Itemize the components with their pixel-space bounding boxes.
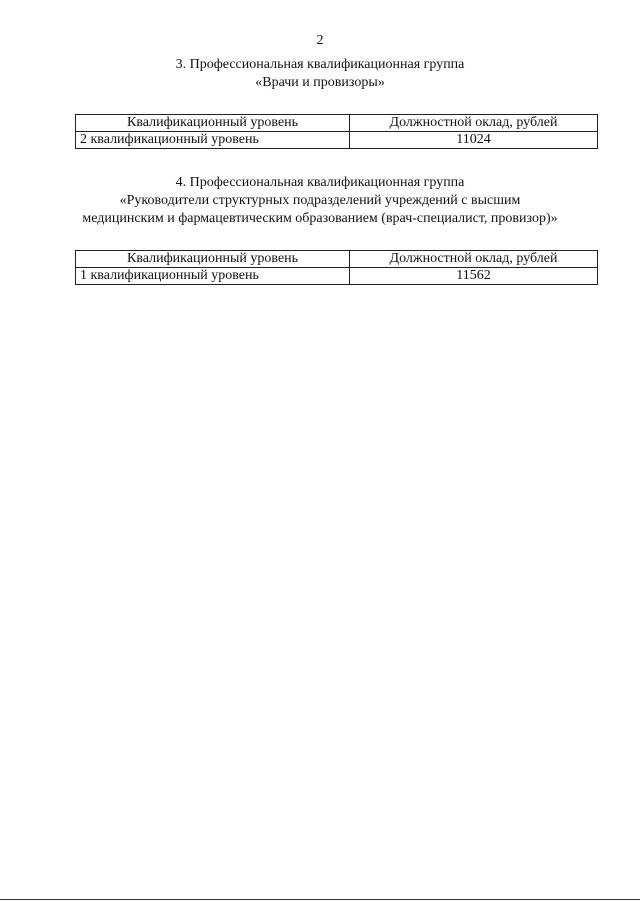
group-4-heading-line-1: 4. Профессиональная квалификационная группа xyxy=(175,175,465,190)
table-header-row xyxy=(76,115,598,132)
group-3-heading-line-1: 3. Профессиональная квалификационная группа xyxy=(175,57,465,72)
table-row xyxy=(76,132,598,149)
column-header-salary: Должностной оклад, рублей xyxy=(350,115,598,132)
column-header-salary: Должностной оклад, рублей xyxy=(350,251,598,268)
qualification-level-cell: 2 квалификационный уровень xyxy=(76,132,350,149)
page-bottom-rule xyxy=(0,899,640,900)
group-3-heading xyxy=(40,56,600,92)
qualification-level-cell: 1 квалификационный уровень xyxy=(76,268,350,285)
group-4-salary-table xyxy=(75,250,598,285)
salary-cell: 11562 xyxy=(350,268,598,285)
column-header-level: Квалификационный уровень xyxy=(76,251,350,268)
table-row xyxy=(76,268,598,285)
group-4-heading-line-3: медицинским и фармацевтическим образованием (врач-специалист, провизор)» xyxy=(82,211,558,226)
column-header-level: Квалификационный уровень xyxy=(76,115,350,132)
group-4-heading xyxy=(40,174,600,228)
group-3-heading-line-2: «Врачи и провизоры» xyxy=(255,75,385,90)
group-4-heading-line-2: «Руководители структурных подразделений учреждений с высшим xyxy=(119,193,521,208)
group-3-salary-table xyxy=(75,114,598,149)
table-header-row xyxy=(76,251,598,268)
salary-cell: 11024 xyxy=(350,132,598,149)
page-number: 2 xyxy=(316,33,324,48)
